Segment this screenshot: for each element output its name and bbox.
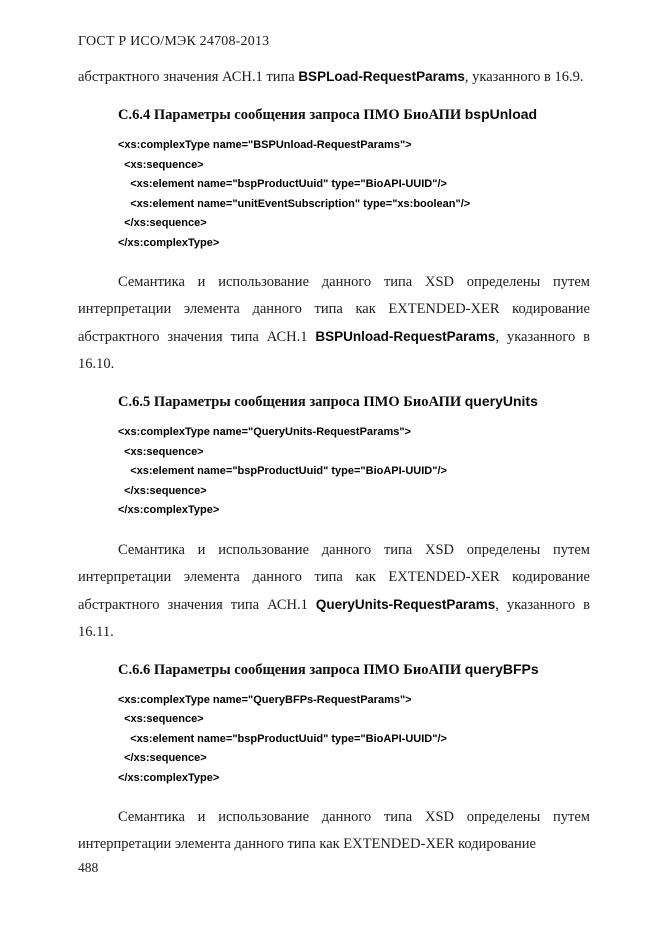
heading-method-name: queryUnits	[464, 393, 538, 409]
code-line: <xs:sequence>	[118, 713, 204, 725]
heading-method-name: bspUnload	[464, 106, 538, 122]
paragraph-text: , указанного в 16.9.	[464, 69, 584, 85]
code-line: <xs:element name="bspProductUuid" type="BioAPI-UUID"/>	[118, 178, 447, 190]
paragraph-semantics-c65	[78, 537, 590, 646]
code-line: </xs:complexType>	[118, 771, 220, 784]
code-line: <xs:element name="bspProductUuid" type="BioAPI-UUID"/>	[118, 465, 447, 477]
paragraph-text: Семантика и использование данного типа XSD определены путем интерпретации элемента данного типа как EXTENDED-XER кодирование абстрактного значения типа АСН.1	[78, 541, 590, 613]
xsd-code-block-c66	[118, 691, 590, 789]
paragraph-semantics-c66	[78, 804, 590, 858]
code-line: </xs:sequence>	[118, 752, 207, 764]
code-line: </xs:complexType>	[118, 504, 220, 516]
section-heading-c65	[118, 393, 590, 411]
running-header: ГОСТ Р ИСО/МЭК 24708-2013	[78, 34, 270, 49]
code-line: <xs:complexType name="QueryUnits-RequestParams">	[118, 426, 411, 438]
section-heading-c64	[118, 106, 590, 124]
heading-method-name: queryBFPs	[464, 660, 539, 677]
section-heading-c66	[118, 661, 590, 679]
paragraph-intro	[78, 63, 590, 91]
asn1-type-name: QueryUnits-RequestParams	[315, 596, 496, 612]
code-line: <xs:element name="unitEventSubscription" type="xs:boolean"/>	[118, 197, 471, 210]
asn1-type-name: BSPUnload-RequestParams	[315, 329, 496, 344]
paragraph-text: Семантика и использование данного типа XSD определены путем интерпретации элемента данного типа как EXTENDED-XER кодирование абстрактного значения типа АСН.1	[78, 274, 590, 345]
asn1-type-name: BSPLoad-RequestParams	[298, 69, 465, 84]
code-line: </xs:sequence>	[118, 217, 207, 229]
xsd-code-block-c64	[118, 136, 590, 253]
code-line: </xs:complexType>	[118, 236, 220, 249]
paragraph-text: , указанного в 16.11.	[78, 596, 590, 640]
heading-text: С.6.4 Параметры сообщения запроса ПМО БиоАПИ	[118, 107, 465, 123]
code-line: <xs:sequence>	[118, 158, 204, 171]
code-line: <xs:element name="bspProductUuid" type="BioAPI-UUID"/>	[118, 732, 447, 745]
xsd-code-block-c65	[118, 423, 590, 521]
heading-text: С.6.6 Параметры сообщения запроса ПМО БиоАПИ	[118, 661, 465, 678]
code-line: <xs:complexType name="QueryBFPs-RequestParams">	[118, 693, 412, 706]
code-line: </xs:sequence>	[118, 484, 207, 497]
paragraph-text: Семантика и использование данного типа XSD определены путем интерпретации элемента данного типа как EXTENDED-XER кодирование	[78, 809, 590, 852]
code-line: <xs:complexType name="BSPUnload-RequestParams">	[118, 139, 412, 151]
paragraph-text: абстрактного значения АСН.1 типа	[78, 69, 299, 85]
page-number: 488	[78, 860, 99, 875]
paragraph-text: , указанного в 16.10.	[78, 329, 590, 372]
heading-text: С.6.5 Параметры сообщения запроса ПМО БиоАПИ	[118, 394, 465, 410]
paragraph-semantics-c64	[78, 269, 590, 378]
code-line: <xs:sequence>	[118, 445, 204, 458]
